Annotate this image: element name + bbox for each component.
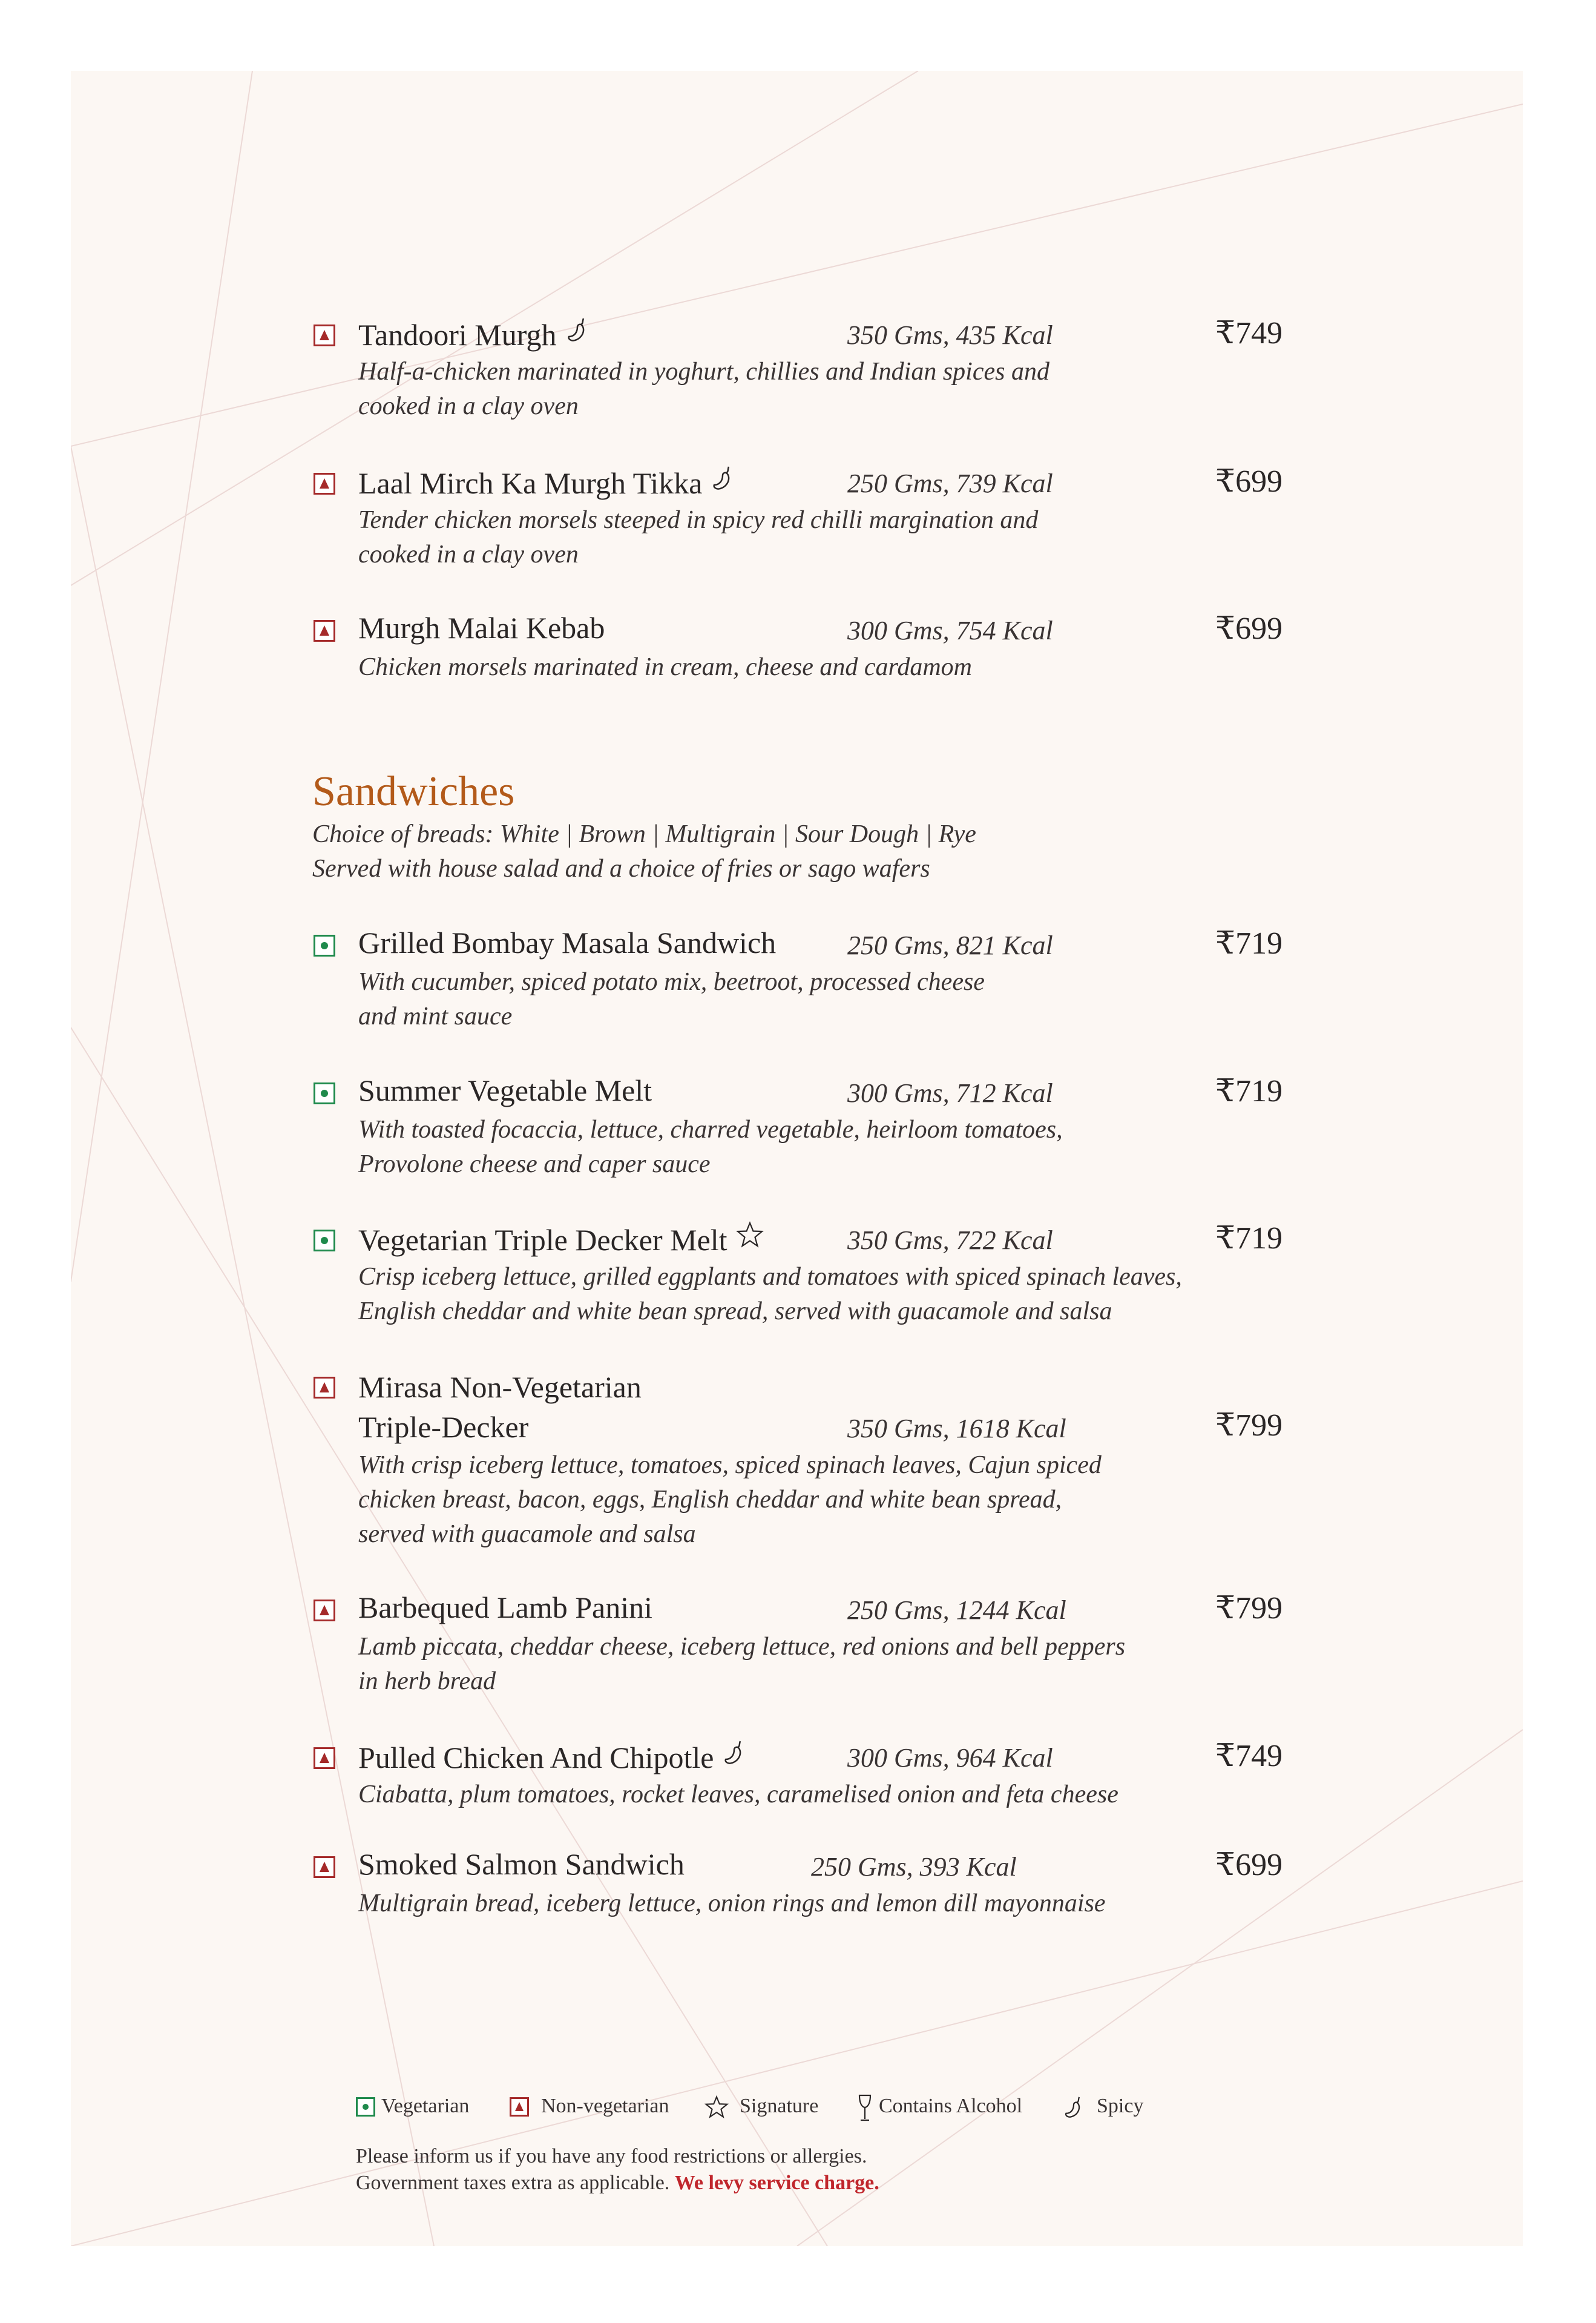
item-price: ₹799 — [1215, 1591, 1283, 1626]
veg-marker-icon — [314, 1230, 335, 1251]
non-veg-marker-icon — [314, 620, 335, 642]
item-name: Smoked Salmon Sandwich — [358, 1847, 685, 1881]
chilli-icon — [1063, 2095, 1085, 2119]
item-name: Pulled Chicken And Chipotle — [358, 1738, 746, 1775]
non-veg-marker-icon — [314, 1377, 335, 1399]
veg-marker-icon — [314, 935, 335, 957]
item-weight-kcal: 350 Gms, 722 Kcal — [847, 1225, 1053, 1255]
item-description: With toasted focaccia, lettuce, charred vegetable, heirloom tomatoes, Provolone cheese and caper sauce — [358, 1116, 1063, 1178]
non-veg-marker-icon — [314, 1747, 335, 1769]
item-name: Barbequed Lamb Panini — [358, 1590, 652, 1624]
footer-notes — [356, 2143, 879, 2196]
item-weight-kcal: 250 Gms, 393 Kcal — [811, 1852, 1017, 1882]
wine-glass-icon — [856, 2094, 874, 2123]
non-veg-marker-icon — [314, 1856, 335, 1878]
item-description: Chicken morsels marinated in cream, cheese and cardamom — [358, 653, 973, 681]
item-price: ₹719 — [1215, 1221, 1283, 1256]
item-weight-kcal: 300 Gms, 754 Kcal — [847, 616, 1053, 645]
item-description: Multigrain bread, iceberg lettuce, onion rings and lemon dill mayonnaise — [358, 1890, 1106, 1917]
item-price: ₹749 — [1215, 316, 1283, 351]
service-charge-note: We levy service charge. — [674, 2172, 879, 2194]
item-name: Summer Vegetable Melt — [358, 1073, 652, 1107]
chilli-icon — [565, 315, 589, 350]
chilli-icon — [722, 1738, 746, 1773]
non-veg-marker-icon — [510, 2097, 529, 2117]
item-price: ₹749 — [1215, 1739, 1283, 1773]
item-weight-kcal: 250 Gms, 739 Kcal — [847, 469, 1053, 498]
star-icon — [736, 1220, 764, 1255]
veg-marker-icon — [356, 2097, 375, 2117]
item-name: Vegetarian Triple Decker Melt — [358, 1220, 764, 1257]
item-description: With cucumber, spiced potato mix, beetroot, processed cheese and mint sauce — [358, 968, 985, 1030]
tax-note: Government taxes extra as applicable. We levy service charge. — [356, 2172, 879, 2194]
item-description: Tender chicken morsels steeped in spicy red chilli margination and cooked in a clay oven — [358, 506, 1039, 568]
item-name: Murgh Malai Kebab — [358, 611, 605, 645]
star-icon — [704, 2095, 729, 2119]
item-description: With crisp iceberg lettuce, tomatoes, spiced spinach leaves, Cajun spiced chicken breast, bacon, eggs, English cheddar and white bean spread, served with guacamole and salsa — [358, 1451, 1102, 1548]
item-weight-kcal: 250 Gms, 1244 Kcal — [847, 1595, 1066, 1625]
allergy-note: Please inform us if you have any food restrictions or allergies. — [356, 2145, 867, 2167]
item-name: Tandoori Murgh — [358, 315, 589, 352]
item-price: ₹699 — [1215, 464, 1283, 499]
non-veg-marker-icon — [314, 1600, 335, 1621]
section-subtitle: Choice of breads: White | Brown | Multigrain | Sour Dough | Rye Served with house salad and a choice of fries or sago wafers — [312, 820, 976, 883]
non-veg-marker-icon — [314, 325, 335, 346]
item-price: ₹799 — [1215, 1408, 1283, 1443]
item-price: ₹719 — [1215, 1074, 1283, 1109]
item-price: ₹699 — [1215, 1848, 1283, 1882]
item-weight-kcal: 350 Gms, 1618 Kcal — [847, 1414, 1066, 1443]
item-name: Grilled Bombay Masala Sandwich — [358, 926, 777, 960]
item-name: Laal Mirch Ka Murgh Tikka — [358, 463, 735, 501]
item-description: Lamb piccata, cheddar cheese, iceberg lettuce, red onions and bell peppers in herb bread — [358, 1633, 1126, 1695]
non-veg-marker-icon — [314, 473, 335, 495]
item-price: ₹719 — [1215, 926, 1283, 961]
item-price: ₹699 — [1215, 611, 1283, 646]
veg-marker-icon — [314, 1082, 335, 1104]
item-weight-kcal: 350 Gms, 435 Kcal — [847, 320, 1053, 350]
item-description: Half-a-chicken marinated in yoghurt, chillies and Indian spices and cooked in a clay oven — [358, 358, 1049, 420]
item-weight-kcal: 250 Gms, 821 Kcal — [847, 931, 1053, 960]
item-weight-kcal: 300 Gms, 712 Kcal — [847, 1078, 1053, 1108]
item-description: Crisp iceberg lettuce, grilled eggplants and tomatoes with spiced spinach leaves, English cheddar and white bean spread, served with guacamole and salsa — [358, 1263, 1182, 1325]
chilli-icon — [711, 463, 735, 498]
section-title: Sandwiches — [312, 768, 515, 815]
item-name: Mirasa Non-Vegetarian Triple-Decker — [358, 1370, 642, 1444]
item-description: Ciabatta, plum tomatoes, rocket leaves, caramelised onion and feta cheese — [358, 1781, 1118, 1808]
item-weight-kcal: 300 Gms, 964 Kcal — [847, 1743, 1053, 1773]
